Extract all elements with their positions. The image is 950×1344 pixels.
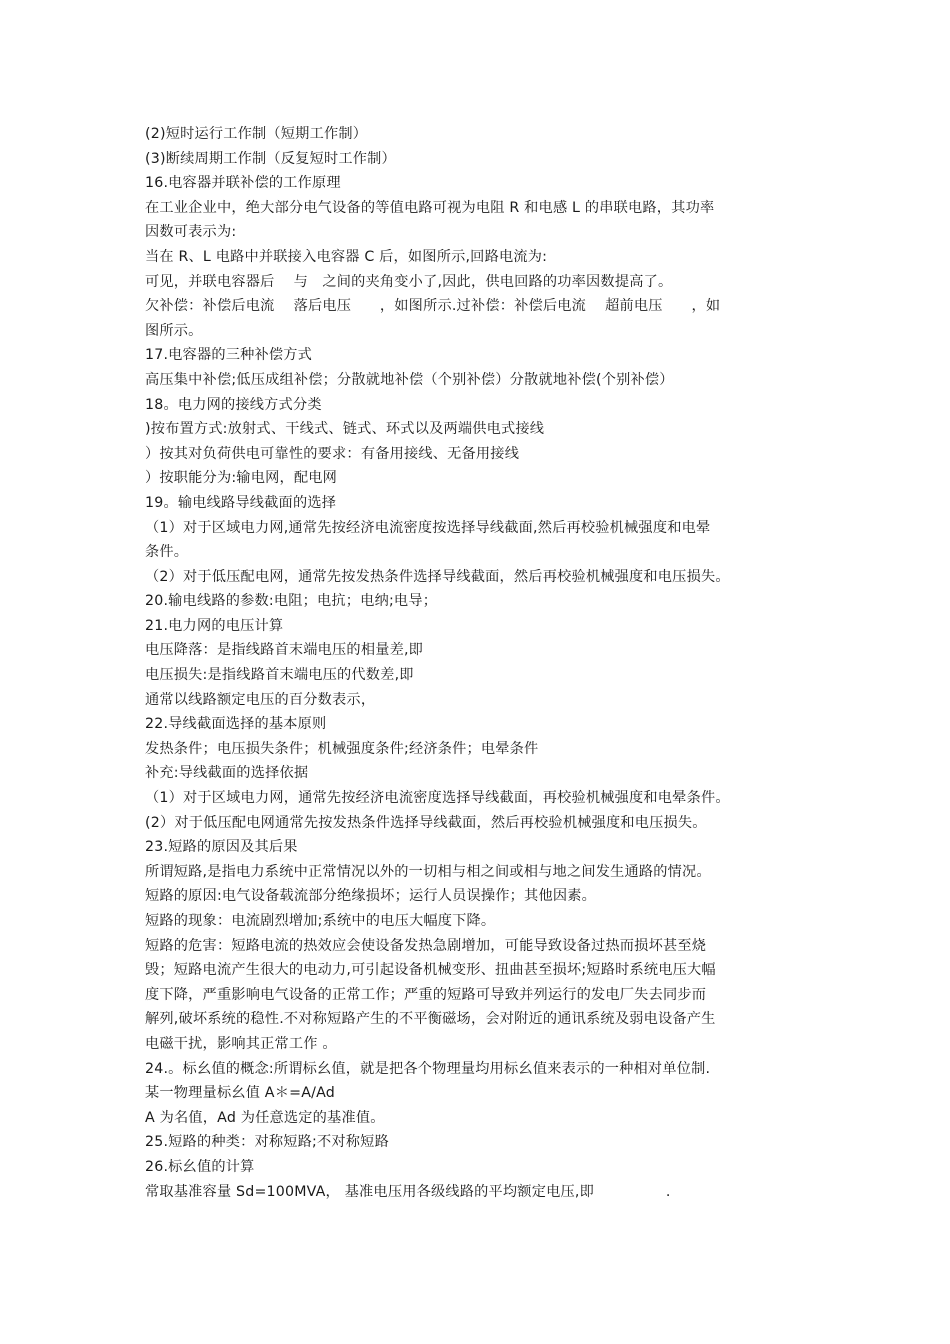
text-line: 某一物理量标幺值 A＊=A/Ad xyxy=(145,1085,335,1102)
section-heading: 26.标幺值的计算 xyxy=(145,1158,255,1175)
text-line: 解列,破坏系统的稳性.不对称短路产生的不平衡磁场，会对附近的通讯系统及弱电设备产生 xyxy=(145,1011,716,1028)
text-line: 常取基准容量 Sd=100MVA， 基准电压用各级线路的平均额定电压,即 . xyxy=(145,1183,671,1200)
text-line: 电磁干扰，影响其正常工作 。 xyxy=(145,1035,337,1052)
text-line: 图所示。 xyxy=(145,322,203,339)
section-heading: 22.导线截面选择的基本原则 xyxy=(145,716,327,733)
text-line: 欠补偿：补偿后电流 落后电压 ，如图所示.过补偿：补偿后电流 超前电压 ，如 xyxy=(145,298,721,315)
text-line: 高压集中补偿;低压成组补偿；分散就地补偿（个别补偿）分散就地补偿(个别补偿） xyxy=(145,371,674,388)
section-heading: 21.电力网的电压计算 xyxy=(145,617,284,634)
text-line: 在工业企业中，绝大部分电气设备的等值电路可视为电阻 R 和电感 L 的串联电路，其功率 xyxy=(145,199,715,216)
text-line: 电压降落：是指线路首末端电压的相量差,即 xyxy=(145,642,424,659)
section-heading: 20.输电线路的参数:电阻；电抗；电纳;电导； xyxy=(145,593,438,610)
text-line: ）按职能分为:输电网，配电网 xyxy=(145,470,338,487)
section-heading: 19。输电线路导线截面的选择 xyxy=(145,494,337,511)
document-body xyxy=(145,122,825,1204)
text-line: )按布置方式:放射式、干线式、链式、环式以及两端供电式接线 xyxy=(145,421,545,438)
section-heading: 23.短路的原因及其后果 xyxy=(145,839,298,856)
text-line: 当在 R、L 电路中并联接入电容器 C 后，如图所示,回路电流为: xyxy=(145,248,548,265)
text-line: 电压损失:是指线路首末端电压的代数差,即 xyxy=(145,667,414,684)
text-line: 毁；短路电流产生很大的电动力,可引起设备机械变形、扭曲甚至损坏;短路时系统电压大幅 xyxy=(145,962,716,979)
section-heading: 25.短路的种类：对称短路;不对称短路 xyxy=(145,1134,389,1151)
text-line: 可见，并联电容器后 与 之间的夹角变小了,因此，供电回路的功率因数提高了。 xyxy=(145,273,673,290)
text-line: 发热条件；电压损失条件；机械强度条件;经济条件；电晕条件 xyxy=(145,740,539,757)
text-line: 因数可表示为: xyxy=(145,224,237,241)
text-line: 短路的危害：短路电流的热效应会使设备发热急剧增加，可能导致设备过热而损坏甚至烧 xyxy=(145,937,707,954)
text-line: 条件。 xyxy=(145,544,189,561)
text-line: ）按其对负荷供电可靠性的要求：有备用接线、无备用接线 xyxy=(145,445,520,462)
section-heading: 24.。标幺值的概念:所谓标幺值，就是把各个物理量均用标幺值来表示的一种相对单位制. xyxy=(145,1060,711,1077)
text-line: （2）对于低压配电网，通常先按发热条件选择导线截面，然后再校验机械强度和电压损失。 xyxy=(145,568,730,585)
text-line: (3)断续周期工作制（反复短时工作制） xyxy=(145,150,396,167)
text-line: 补充:导线截面的选择依据 xyxy=(145,765,309,782)
text-line: A 为名值，Ad 为任意选定的基准值。 xyxy=(145,1109,385,1126)
text-line: （1）对于区域电力网,通常先按经济电流密度按选择导线截面,然后再校验机械强度和电晕 xyxy=(145,519,711,536)
text-line: 短路的原因:电气设备载流部分绝缘损坏；运行人员误操作；其他因素。 xyxy=(145,888,596,905)
text-line: 通常以线路额定电压的百分数表示， xyxy=(145,691,376,708)
text-line: (2）对于低压配电网通常先按发热条件选择导线截面，然后再校验机械强度和电压损失。 xyxy=(145,814,707,831)
text-line: 度下降，严重影响电气设备的正常工作；严重的短路可导致并列运行的发电厂失去同步而 xyxy=(145,986,707,1003)
section-heading: 16.电容器并联补偿的工作原理 xyxy=(145,175,341,192)
text-line: （1）对于区域电力网，通常先按经济电流密度选择导线截面，再校验机械强度和电晕条件。 xyxy=(145,790,730,807)
section-heading: 17.电容器的三种补偿方式 xyxy=(145,347,313,364)
text-line: 所谓短路,是指电力系统中正常情况以外的一切相与相之间或相与地之间发生通路的情况。 xyxy=(145,863,711,880)
text-line: (2)短时运行工作制（短期工作制） xyxy=(145,126,368,142)
text-line: 短路的现象：电流剧烈增加;系统中的电压大幅度下降。 xyxy=(145,913,496,929)
section-heading: 18。电力网的接线方式分类 xyxy=(145,396,322,413)
